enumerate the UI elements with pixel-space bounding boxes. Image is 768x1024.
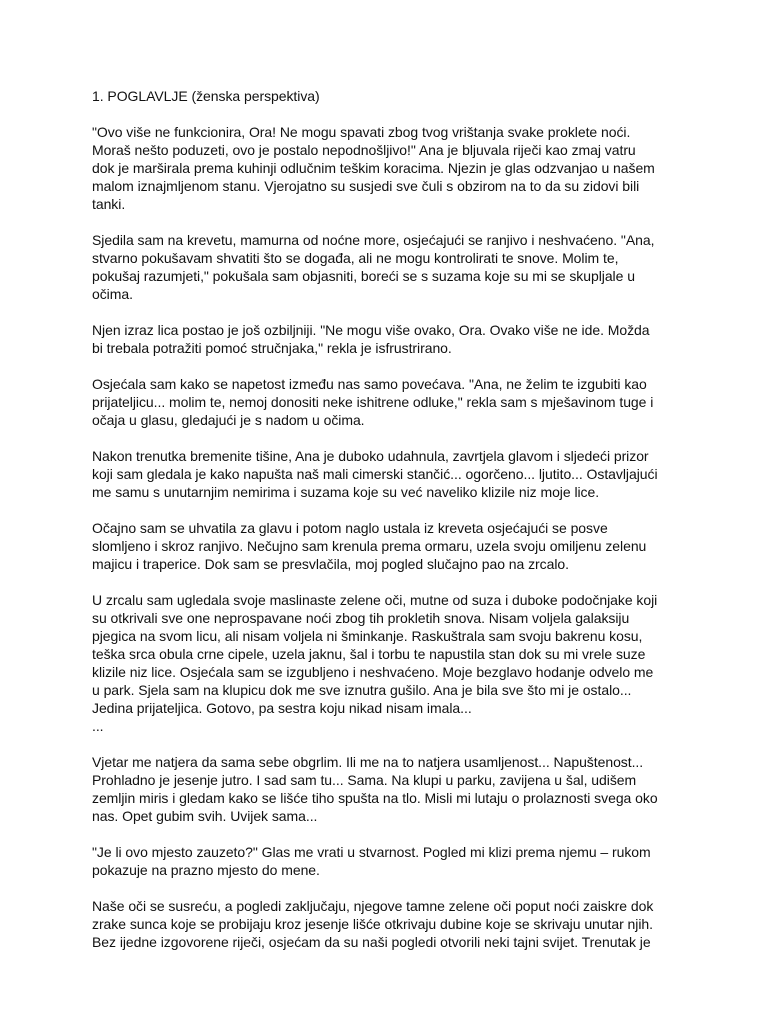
text-line: Njen izraz lica postao je još ozbiljniji. "Ne mogu više ovako, Ora. Ovako više ne ide. Možda [92,322,650,338]
text-line: nas. Opet gubim svih. Uvijek sama... [92,808,318,824]
text-line: dok je marširala prema kuhinji odlučnim teškim koracima. Njezin je glas odzvanjao u našem [92,160,655,176]
text-line: teška srca obula crne cipele, uzela jaknu, šal i torbu te napustila stan dok su mi vrele suze [92,646,646,662]
text-line: klizile niz lice. Osjećala sam se izgubljeno i neshvaćeno. Moje bezglavo hodanje odvelo me [92,664,654,680]
text-line: Naše oči se susreću, a pogledi zaključaju, njegove tamne zelene oči poput noći zaiskre dok [92,898,654,914]
text-line: su otkrivali sve one neprospavane noći zbog tih prokletih snova. Nisam voljela galaksiju [92,610,630,626]
text-line: Jedina prijateljica. Gotovo, pa sestra koju nikad nisam imala... [92,700,472,716]
text-line: Sjedila sam na krevetu, mamurna od noćne more, osjećajući se ranjivo i neshvaćeno. "Ana, [92,232,655,248]
text-line: očaja u glasu, gledajući je s nadom u očima. [92,412,365,428]
text-line: koji sam gledala je kako napušta naš mali cimerski stančić... ogorčeno... ljutito... Ostavljajući [92,466,658,482]
chapter-heading: 1. POGLAVLJE (ženska perspektiva) [92,88,320,104]
paragraph [92,753,692,825]
paragraph [92,519,692,573]
text-line: slomljeno i skroz ranjivo. Nečujno sam krenula prema ormaru, uzela svoju omiljenu zelenu [92,538,647,554]
paragraph [92,321,692,357]
paragraph [92,447,692,501]
text-line: Očajno sam se uhvatila za glavu i potom naglo ustala iz kreveta osjećajući se posve [92,520,608,536]
text-line: u park. Sjela sam na klupicu dok me sve iznutra gušilo. Ana je bila sve što mi je ostalo... [92,682,632,698]
paragraph [92,375,692,429]
paragraph [92,231,692,303]
text-line: malom iznajmljenom stanu. Vjerojatno su susjedi sve čuli s obzirom na to da su zidovi bili [92,178,640,194]
text-line: majicu i traperice. Dok sam se presvlačila, moj pogled slučajno pao na zrcalo. [92,556,569,572]
paragraph [92,591,692,735]
text-line: me samu s unutarnjim nemirima i suzama koje su već naveliko klizile niz moje lice. [92,484,600,500]
text-line: zrake sunca koje se probijaju kroz jesenje lišće otkrivaju dubine koje se skrivaju unutar njih. [92,916,653,932]
paragraph [92,897,692,951]
text-line: "Ovo više ne funkcionira, Ora! Ne mogu spavati zbog tvog vrištanja svake proklete noći. [92,124,631,140]
paragraph [92,123,692,213]
text-line: Prohladno je jesenje jutro. I sad sam tu... Sama. Na klupi u parku, zavijena u šal, udišem [92,772,637,788]
text-line: Moraš nešto poduzeti, ovo je postalo nepodnošljivo!" Ana je bljuvala riječi kao zmaj vatru [92,142,636,158]
text-line: bi trebala potražiti pomoć stručnjaka," rekla je isfrustrirano. [92,340,452,356]
text-line: stvarno pokušavam shvatiti što se događa, ali ne mogu kontrolirati te snove. Molim te, [92,250,619,266]
text-line: očima. [92,286,133,302]
text-line: Bez ijedne izgovorene riječi, osjećam da su naši pogledi otvorili neki tajni svijet. Trenutak je [92,934,651,950]
text-line: "Je li ovo mjesto zauzeto?" Glas me vrati u stvarnost. Pogled mi klizi prema njemu – rukom [92,844,651,860]
paragraph [92,843,692,879]
text-line: prijateljicu... molim te, nemoj donositi neke ishitrene odluke," rekla sam s mješavinom tuge i [92,394,654,410]
text-line: pjegica na svom licu, ali nisam voljela ni šminkanje. Raskuštrala sam svoju bakrenu kosu, [92,628,643,644]
text-line: ... [92,718,104,734]
document-body [92,87,692,951]
text-line: Nakon trenutka bremenite tišine, Ana je duboko udahnula, zavrtjela glavom i sljedeći prizor [92,448,649,464]
text-line: Osjećala sam kako se napetost između nas samo povećava. "Ana, ne želim te izgubiti kao [92,376,647,392]
text-line: Vjetar me natjera da sama sebe obgrlim. Ili me na to natjera usamljenost... Napuštenost... [92,754,644,770]
text-line: tanki. [92,196,126,212]
text-line: pokazuje na prazno mjesto do mene. [92,862,320,878]
text-line: U zrcalu sam ugledala svoje maslinaste zelene oči, mutne od suza i duboke podočnjake koji [92,592,658,608]
text-line: pokušaj razumjeti," pokušala sam objasniti, boreći se s suzama koje su mi se skupljale u [92,268,635,284]
text-line: zemljin miris i gledam kako se lišće tiho spušta na tlo. Misli mi lutaju o prolaznosti svega oko [92,790,658,806]
